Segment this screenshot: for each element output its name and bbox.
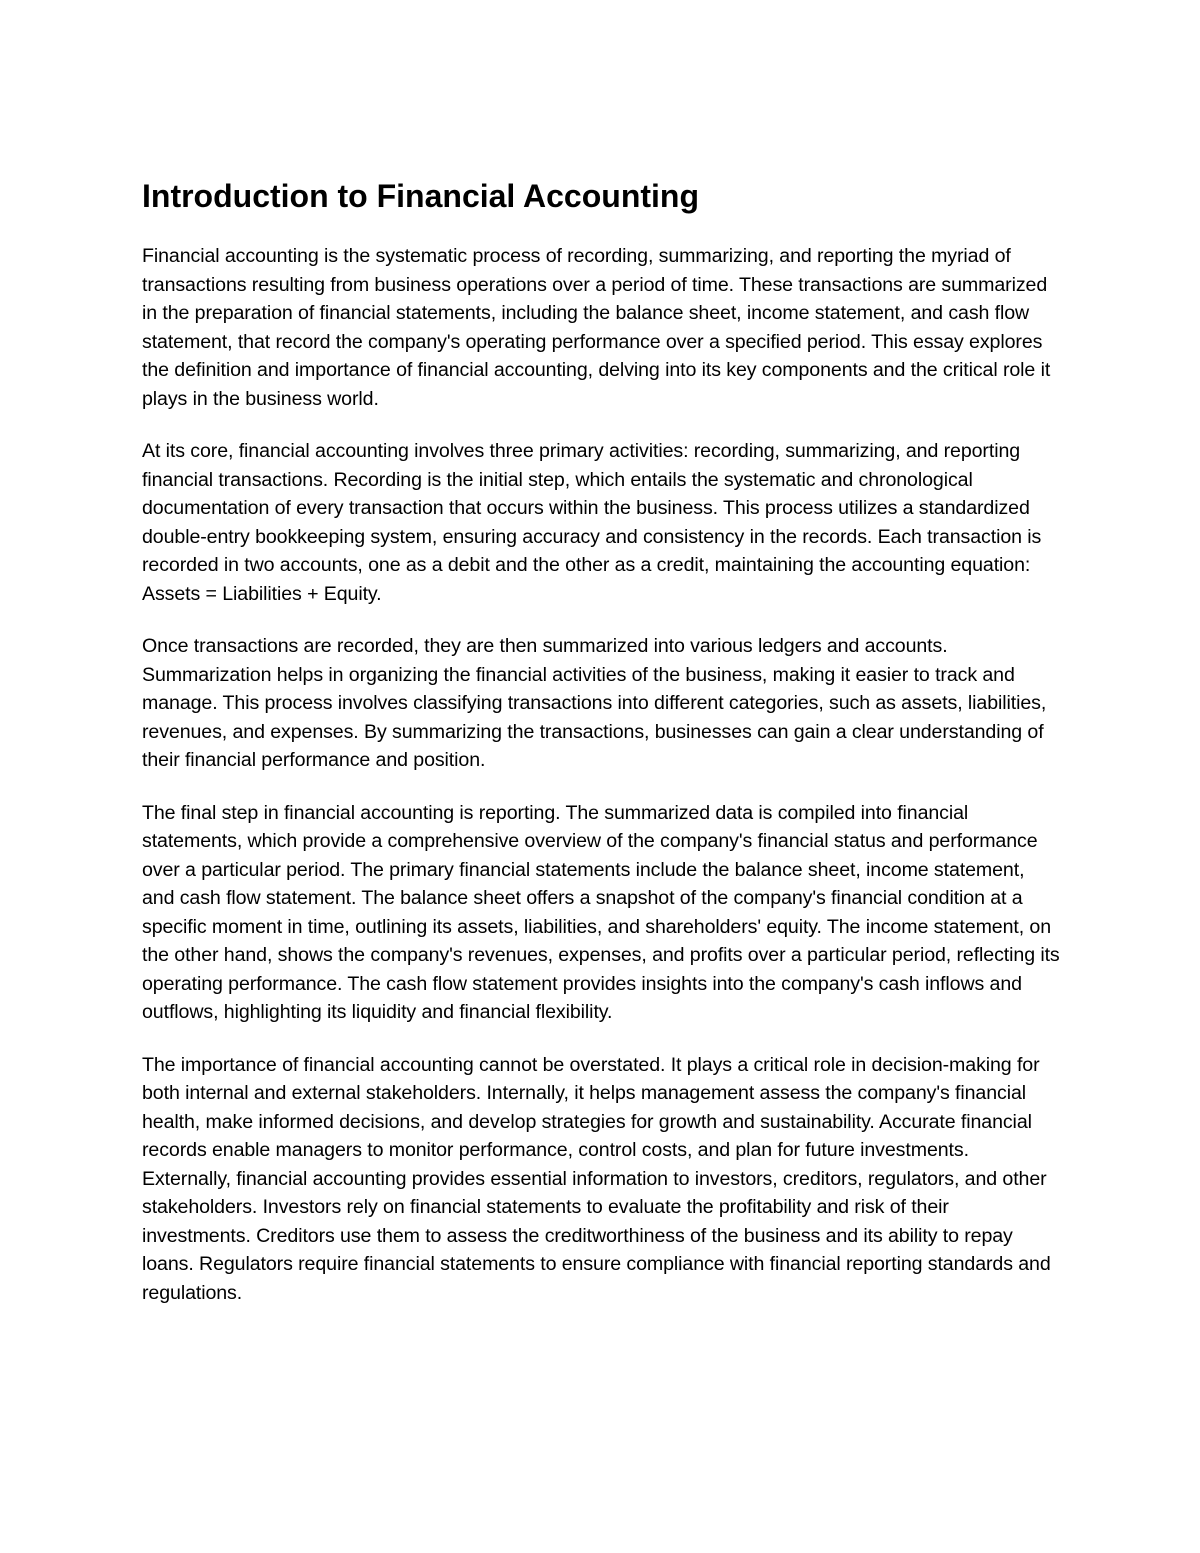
paragraph-importance: The importance of financial accounting cannot be overstated. It plays a critical role in decision-making for both internal and external stakeholders. Internally, it helps management assess the company's financial health, make informed decisions, and develop strategies for growth and sustainability. Accurate financial records enable managers to monitor performance, control costs, and plan for future investments. Externally, financial accounting provides essential information to investors, creditors, regulators, and other stakeholders. Investors rely on financial statements to evaluate the profitability and risk of their investments. Creditors use them to assess the creditworthiness of the business and its ability to repay loans. Regulators require financial statements to ensure compliance with financial reporting standards and regulations. bbox=[142, 1053, 1051, 1304]
paragraph-definition: Financial accounting is the systematic process of recording, summarizing, and reporting the myriad of transactions resulting from business operations over a period of time. These transactions are summarized in the preparation of financial statements, including the balance sheet, income statement, and cash flow statement, that record the company's operating performance over a specified period. This essay explores the definition and importance of financial accounting, delving into its key components and the critical role it plays in the business world. bbox=[142, 245, 1051, 410]
paragraph-summarizing: Once transactions are recorded, they are then summarized into various ledgers and accounts. Summarization helps in organizing the financial activities of the business, making it easier to track and manage. This process involves classifying transactions into different categories, such as assets, liabilities, revenues, and expenses. By summarizing the transactions, businesses can gain a clear understanding of their financial performance and position. bbox=[142, 635, 1047, 771]
paragraph-reporting: The final step in financial accounting is reporting. The summarized data is compiled into financial statements, which provide a comprehensive overview of the company's financial status and performance over a particular period. The primary financial statements include the balance sheet, income statement, and cash flow statement. The balance sheet offers a snapshot of the company's financial condition at a specific moment in time, outlining its assets, liabilities, and shareholders' equity. The income statement, on the other hand, shows the company's revenues, expenses, and profits over a particular period, reflecting its operating performance. The cash flow statement provides insights into the company's cash inflows and outflows, highlighting its liquidity and financial flexibility. bbox=[142, 801, 1060, 1023]
paragraph-recording: At its core, financial accounting involves three primary activities: recording, summarizing, and reporting financial transactions. Recording is the initial step, which entails the systematic and chronological documentation of every transaction that occurs within the business. This process utilizes a standardized double-entry bookkeeping system, ensuring accuracy and consistency in the records. Each transaction is recorded in two accounts, one as a debit and the other as a credit, maintaining the accounting equation: Assets = Liabilities + Equity. bbox=[142, 440, 1042, 605]
document-page bbox=[142, 172, 1060, 1307]
document-title: Introduction to Financial Accounting bbox=[142, 178, 699, 214]
